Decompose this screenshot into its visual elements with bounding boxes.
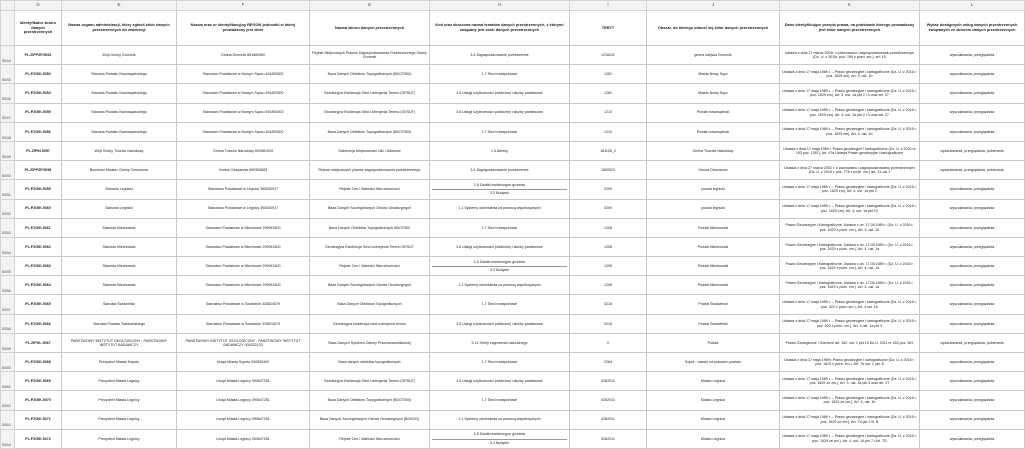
cell-organ[interactable]: Starosta Miechowski (62, 237, 177, 256)
cell-temat[interactable]: 3.4 Zagospodarowanie przestrzenne (430, 161, 570, 180)
cell-uslugi[interactable]: wyszukiwania, przeglądania (920, 180, 1025, 199)
table-row (1, 161, 1025, 180)
column-letter-i[interactable]: I (570, 1, 647, 11)
cell-organ[interactable]: Prezydent Miasta Legnicy (62, 391, 177, 410)
cell-temat[interactable]: 3.6 Usługi użyteczności publicznej i służby państwowe (430, 103, 570, 122)
column-letter-k[interactable]: K (780, 1, 920, 11)
cell-organ[interactable]: PAŃSTWOWY INSTYTUT GEOLOGICZNY - PAŃSTWOWY INSTYTUT BADAWCZY (62, 333, 177, 352)
cell-teryt[interactable]: 0262011 (570, 391, 647, 410)
cell-obszar[interactable]: Powiat Miechowski (647, 257, 780, 276)
cell-temat[interactable]: 1.1 Systemy odniesienia za pomocą współrzędnych (430, 410, 570, 429)
table-row (1, 84, 1025, 103)
header-obszar[interactable]: Obszar, do którego odnosi się zbiór danych przestrzennych (647, 11, 780, 46)
temat-primary: 1.6 Działki ewidencyjne gruntów (473, 183, 526, 187)
cell-uslugi[interactable]: wyszukiwania, przeglądania (920, 122, 1025, 141)
cell-przepis[interactable]: Ustawa z dnia 17 maja 1989r. Prawo geodezyjne i kartograficzne (Dz. U. z 2016 r. poz. 1629 z późn. zm.), Art. 76 ust. 1 pkt. 8 (780, 353, 920, 372)
cell-uslugi[interactable]: wyszukiwania, przeglądania (920, 295, 1025, 314)
cell-identyfikator[interactable]: PL.PZGIK.5066 (15, 314, 62, 333)
cell-identyfikator[interactable]: PL.PZGIK.5062 (15, 237, 62, 256)
cell-obszar[interactable]: Miasto Legnica (647, 410, 780, 429)
header-row (1, 11, 1025, 46)
cell-uslugi[interactable]: wyszukiwania, przeglądania (920, 46, 1025, 65)
cell-obszar[interactable]: Miasto Nowy Sącz (647, 65, 780, 84)
cell-organ[interactable]: Prezydent Miasta Legnicy (62, 429, 177, 448)
cell-nazwa-zbioru[interactable]: Baza Danych Obiektów Topograficznych (BDOT500) (310, 391, 430, 410)
cell-organ[interactable]: Prezydent Miasta Legnicy (62, 410, 177, 429)
cell-uslugi[interactable]: wyszukiwania, przeglądania (920, 410, 1025, 429)
cell-nazwa-zbioru[interactable]: Baza Danych Obiektów Topograficznych BDOT500 (310, 218, 430, 237)
cell-teryt[interactable]: 1208 (570, 257, 647, 276)
temat-secondary: 3.2 Budynki (432, 266, 567, 272)
cell-teryt[interactable]: 2264 (570, 353, 647, 372)
row-number[interactable]: 5558 (1, 314, 15, 333)
table-row (1, 429, 1025, 448)
cell-nazwa-zbioru[interactable]: Geodezyjna Ewidencja Sieci Uzbrojenia Terenu (GESUT) (310, 103, 430, 122)
cell-organ[interactable]: Starosta Legnicki (62, 199, 177, 218)
cell-przepis[interactable]: Ustawa z dnia 17 maja 1989 r. – Prawo geodezyjne i kartograficzne (Dz. U. z 2016 r. poz. 520 z późn. zm.), Art. 4 ust. 1b (780, 295, 920, 314)
cell-identyfikator[interactable]: PL.PZGIK.5059 (15, 180, 62, 199)
cell-temat[interactable]: 1.7 Sieci transportowe (430, 295, 570, 314)
cell-przepis[interactable]: Ustawa z dnia 17 maja 1989 r. – Prawo geodezyjne i kartograficzne (Dz. U. z 2016 r. poz. 1629 zm), Art. 4, ust. 1a pkt 2 i 3 oraz art. 27 (780, 103, 920, 122)
cell-przepis[interactable]: Ustawa z dnia 17 maja 1989 r. – Prawo geodezyjne i kartograficzne (Dz. U. z 2016 r. poz. 1629 zm), Art. 4, ust. 1a pkt 2 (780, 180, 920, 199)
cell-obszar[interactable]: Gmina Tuszów Narodowy (647, 141, 780, 160)
cell-identyfikator[interactable]: PL.PZGIK.5061 (15, 218, 62, 237)
cell-przepis[interactable]: Ustawa z dnia 17 maja 1989 r. – Prawo geodezyjne i kartograficzne (Dz. U. z 2016 r. poz. 1629 ze zm.), Art. 4, ust. 1a pkt 3 oraz art. 27 (780, 372, 920, 391)
row-number[interactable]: 5557 (1, 295, 15, 314)
cell-przepis[interactable]: Prawo Geodezyjne i Kartograficzne, Ustawa z dn. 17.05.1989 r. (Dz. U. z 2016 r. poz. 1629 z późn. zm.), Art. 4, ust. 1a (780, 257, 920, 276)
cell-przepis[interactable]: Prawo Geodezyjne i Kartograficzne, Ustawa z dn. 17.05.1989 r. (Dz. U. z 2016 r. poz. 1629 z późn. zm.), Art. 4, ust. 1a (780, 237, 920, 256)
cell-przepis[interactable]: Ustawa z dnia 27 marca 2003 r. o planowaniu i zagospodarowaniu przestrzennym (Dz. U. z 2016 r. poz. 778 z późn. zm.) art. 31 ust.1 (780, 161, 920, 180)
row-number[interactable]: 5552 (1, 199, 15, 218)
cell-obszar[interactable]: Powiat Miechowski (647, 218, 780, 237)
cell-identyfikator[interactable]: PL.PZGIK.5072 (15, 429, 62, 448)
cell-obszar[interactable]: Powiat Świdwiński (647, 295, 780, 314)
cell-nazwa-zbioru[interactable]: Ewidencja Miejscowości Ulic i Adresów (310, 141, 430, 160)
temat-primary: 1.6 Działki ewidencyjne gruntów (473, 432, 526, 437)
cell-organ[interactable]: Starosta Powiatu Nowosądeckiego (62, 103, 177, 122)
header-teryt[interactable]: TERYT (570, 11, 647, 46)
table-row (1, 180, 1025, 199)
cell-nazwa-zbioru[interactable]: Baza Danych Obiektów Topograficznych (310, 295, 430, 314)
cell-organ[interactable]: Wójt Gminy Gromnik (62, 46, 177, 65)
cell-jednostka[interactable]: Gmina Cieszanów 650900683 (177, 161, 310, 180)
cell-temat[interactable]: 3.4 Zagospodarowanie przestrzenne (430, 46, 570, 65)
cell-uslugi[interactable]: wyszukiwania, przeglądania (920, 276, 1025, 295)
header-nazwa-zbioru[interactable]: Nazwa zbioru danych przestrzennych (310, 11, 430, 46)
table-row (1, 257, 1025, 276)
cell-jednostka[interactable]: Urząd Miasta Legnicy 390647251 (177, 429, 310, 448)
column-letter-d[interactable]: D (15, 1, 62, 11)
cell-teryt[interactable]: 1262 (570, 84, 647, 103)
cell-teryt[interactable]: 0209 (570, 180, 647, 199)
cell-teryt[interactable]: 1210 (570, 103, 647, 122)
cell-nazwa-zbioru[interactable]: Baza Danych Obiektów Topograficznych (BDOT500) (310, 122, 430, 141)
cell-identyfikator[interactable]: PL.PZGIK.5070 (15, 391, 62, 410)
table-row (1, 122, 1025, 141)
row-number[interactable]: 5563 (1, 410, 15, 429)
cell-organ[interactable]: Starosta Miechowski (62, 257, 177, 276)
cell-temat[interactable]: 3.6 Usługi użyteczności publicznej i służby państwowe (430, 84, 570, 103)
row-number[interactable]: 5562 (1, 391, 15, 410)
cell-jednostka[interactable]: Starostwo Powiatowe w Miechowie 299943400 (177, 218, 310, 237)
header-temat[interactable]: Kod oraz skrócona nazwa tematów danych przestrzennych, z którymi związany jest zbiór danych przestrzennych (430, 11, 570, 46)
cell-jednostka[interactable]: Starostwo Powiatowe w Miechowie 299943400 (177, 257, 310, 276)
cell-obszar[interactable]: powiat legnicki (647, 199, 780, 218)
cell-nazwa-zbioru[interactable]: Geodezyjna Ewidencja Sieci Uzbrojenia Terenu GESUT (310, 237, 430, 256)
header-organ[interactable]: Nazwa organu administracji, który zgłosił zbiór danych przestrzennych do ewidencji (62, 11, 177, 46)
cell-jednostka[interactable]: Starostwo Powiatowe w Świdwinie 330824579 (177, 295, 310, 314)
cell-temat[interactable]: 3.6 Usługi użyteczności publicznej i służby państwowe (430, 372, 570, 391)
column-letter-g[interactable]: G (310, 1, 430, 11)
cell-uslugi[interactable]: wyszukiwania, przeglądania (920, 314, 1025, 333)
cell-przepis[interactable]: Ustawa z dnia 17 maja 1989 r. – Prawo geodezyjne i kartograficzne (Dz. U. z 2016 r. poz. 520 z późn. zm.), Art. 4 ust. 1a pkt 3 (780, 314, 920, 333)
cell-teryt[interactable]: 1216022 (570, 46, 647, 65)
cell-organ[interactable]: Starosta Legnicki (62, 180, 177, 199)
cell-identyfikator[interactable]: PL.ZIPPZP.5058 (15, 161, 62, 180)
cell-uslugi[interactable]: wyszukiwania, przeglądania, pobierania (920, 161, 1025, 180)
cell-obszar[interactable]: Powiat nowosądecki (647, 122, 780, 141)
cell-uslugi[interactable]: wyszukiwania, przeglądania, pobierania (920, 333, 1025, 352)
column-letter-h[interactable]: H (430, 1, 570, 11)
table-row (1, 65, 1025, 84)
cell-identyfikator[interactable]: PL.PZGIK.5054 (15, 84, 62, 103)
cell-identyfikator[interactable]: PL.PZGIK.5069 (15, 372, 62, 391)
cell-obszar[interactable]: Miasto Nowy Sącz (647, 84, 780, 103)
cell-obszar[interactable]: gmina wiejska Gromnik (647, 46, 780, 65)
row-number[interactable]: 5549 (1, 141, 15, 160)
temat-secondary: 3.2 Budynki (432, 439, 567, 445)
cell-obszar[interactable]: Polska (647, 333, 780, 352)
cell-obszar[interactable]: Powiat Miechowski (647, 276, 780, 295)
cell-jednostka[interactable]: Urząd Miasta Legnicy 390647251 (177, 410, 310, 429)
cell-identyfikator[interactable]: PL.PZGIK.5068 (15, 353, 62, 372)
cell-uslugi[interactable]: wyszukiwania, przeglądania (920, 65, 1025, 84)
column-letter-e[interactable]: E (62, 1, 177, 11)
cell-temat[interactable]: 1.7 Sieci transportowe (430, 218, 570, 237)
row-number[interactable]: 5553 (1, 218, 15, 237)
table-row (1, 372, 1025, 391)
cell-teryt[interactable]: 181108_2 (570, 141, 647, 160)
cell-jednostka[interactable]: Starostwo Powiatowe w Miechowie 299943400 (177, 276, 310, 295)
cell-identyfikator[interactable]: PL.PZGIK.5053 (15, 65, 62, 84)
row-number[interactable]: 5554 (1, 237, 15, 256)
row-number[interactable]: 5555 (1, 257, 15, 276)
cell-temat[interactable]: 3.6 Usługi użyteczności publicznej i służby państwowe (430, 237, 570, 256)
cell-obszar[interactable]: Powiat nowosądecki (647, 103, 780, 122)
row-number[interactable]: 5559 (1, 333, 15, 352)
cell-jednostka[interactable]: Starostwo Powiatowe w Legnicy 390630917 (177, 180, 310, 199)
cell-przepis[interactable]: Ustawa z dnia 17 maja 1989 r. – Prawo geodezyjne i kartograficzne (Dz. U. z 2016 r. poz. 1629 ze zm.), Art. 7d pkt 1 lit. B (780, 410, 920, 429)
cell-temat[interactable] (430, 429, 570, 448)
cell-jednostka[interactable]: Gmina Gromnik 851660960 (177, 46, 310, 65)
cell-jednostka[interactable]: Starostwo Powiatowe w Miechowie 299943400 (177, 237, 310, 256)
cell-jednostka[interactable]: Gmina Tuszów Narodowy 690581933 (177, 141, 310, 160)
corner-cell[interactable] (1, 1, 15, 11)
cell-uslugi[interactable]: wyszukiwania, przeglądania (920, 84, 1025, 103)
cell-obszar[interactable]: Miasto Legnica (647, 372, 780, 391)
cell-nazwa-zbioru[interactable]: Baza Danych Szczegółowych Osnów Geodezyjnych (BDSOG) (310, 410, 430, 429)
cell-jednostka[interactable]: Starostwo Powiatowe w Nowym Sączu 491893300 (177, 84, 310, 103)
cell-przepis[interactable]: Prawo Geodezyjne i Kartograficzne, Ustawa z dn. 17.05.1989 r. (Dz. U. z 2016 r. poz. 1629 z późn. zm.), Art. 4, ust. 1b (780, 218, 920, 237)
cell-temat[interactable]: 1.7 Sieci transportowe (430, 353, 570, 372)
cell-przepis[interactable]: Ustawa z dnia 17 maja 1989 r. Prawo geodezyjne i kartograficzne (Dz. U. z 2010 nr 193 poz. 1287), Art. 47a Ustawa Prawo geodezyjne i kartograficzne (780, 141, 920, 160)
cell-obszar[interactable]: Powiat Miechowski (647, 237, 780, 256)
cell-temat[interactable]: 1.7 Sieci transportowe (430, 122, 570, 141)
temat-secondary: 3.2 Budynki (432, 189, 567, 195)
cell-przepis[interactable]: Prawo Geologiczne i Górnicze art. 162, ust. 1 pkt 10 Dz.U. 2011 nr 163 poz. 981 (780, 333, 920, 352)
cell-teryt[interactable]: 1262 (570, 65, 647, 84)
cell-uslugi[interactable]: wyszukiwania, przeglądania (920, 391, 1025, 410)
cell-temat[interactable]: 3.12 Strefy zagrożenia naturalnego (430, 333, 570, 352)
cell-przepis[interactable]: Ustawa z dnia 17 maja 1989 r. – Prawo geodezyjne i kartograficzne (Dz. U. z 2016 r. poz. 1629 zm), Art. 4, ust. 1b (780, 65, 920, 84)
cell-teryt[interactable]: 1208 (570, 237, 647, 256)
cell-temat[interactable]: 1.5 Adresy (430, 141, 570, 160)
cell-obszar[interactable]: powiat legnicki (647, 180, 780, 199)
cell-uslugi[interactable]: wyszukiwania, przeglądania (920, 199, 1025, 218)
cell-jednostka[interactable]: Starostwo Powiatowe w Nowym Sączu 491893300 (177, 65, 310, 84)
cell-uslugi[interactable]: wyszukiwania, przeglądania (920, 429, 1025, 448)
cell-przepis[interactable]: Ustawa z dnia 17 maja 1989 r. – Prawo geodezyjne i kartograficzne (Dz. U. z 2016 r. poz. 1629 zm), Art. 4, ust. 1b (780, 122, 920, 141)
column-letter-j[interactable]: J (647, 1, 780, 11)
cell-teryt[interactable]: 0 (570, 333, 647, 352)
table-row (1, 237, 1025, 256)
temat-primary: 1.6 Działki ewidencyjne gruntów (473, 259, 526, 264)
cell-uslugi[interactable]: wyszukiwania, przeglądania, pobierania (920, 141, 1025, 160)
cell-organ[interactable]: Burmistrz Miasta i Gminy Cieszanów (62, 161, 177, 180)
cell-temat[interactable] (430, 257, 570, 276)
cell-identyfikator[interactable]: PL.ZIPPZP.5052 (15, 46, 62, 65)
row-number[interactable]: 5548 (1, 122, 15, 141)
table-row (1, 218, 1025, 237)
cell-jednostka[interactable]: Starostwo Powiatowe w Nowym Sączu 491893300 (177, 103, 310, 122)
cell-teryt[interactable]: 1208 (570, 276, 647, 295)
table-row (1, 314, 1025, 333)
cell-jednostka[interactable]: Starostwo Powiatowe w Nowym Sączu 491893300 (177, 122, 310, 141)
cell-uslugi[interactable]: wyszukiwania, przeglądania (920, 103, 1025, 122)
cell-organ[interactable]: Starosta Powiatu Nowosądeckiego (62, 65, 177, 84)
table-row (1, 353, 1025, 372)
table-row (1, 103, 1025, 122)
cell-nazwa-zbioru[interactable]: Geodezyjna Ewidencja Sieci Uzbrojenia Terenu (GESUT) (310, 84, 430, 103)
column-letters-row (1, 1, 1025, 11)
cell-obszar[interactable]: Gmina Cieszanów (647, 161, 780, 180)
cell-nazwa-zbioru[interactable]: Rejestr Cen i Wartości Nieruchomości (310, 257, 430, 276)
row-number[interactable]: 5551 (1, 180, 15, 199)
cell-przepis[interactable]: Ustawa z dnia 27 marca 2003r. o planowaniu i zagospodarowaniu przestrzennym (Dz. U. z 2015r. poz. 199 z późn. zm.), art. 15 (780, 46, 920, 65)
cell-jednostka[interactable]: Urząd Miasta Legnicy 390647251 (177, 391, 310, 410)
cell-przepis[interactable]: Ustawa z dnia 17 maja 1989 r. – Prawo geodezyjne i kartograficzne (Dz. U. z 2016 r. poz. 1629 zm), Art. 4, ust. 1a pkt 2 i 3 oraz art. 27 (780, 84, 920, 103)
table-row (1, 276, 1025, 295)
table-row (1, 295, 1025, 314)
header-row-number[interactable] (1, 11, 15, 46)
cell-identyfikator[interactable]: PL.ZIPGL.5067 (15, 333, 62, 352)
header-jednostka[interactable]: Nazwa oraz nr identyfikacyjny REGON jednostki w której prowadzony jest zbiór (177, 11, 310, 46)
cell-identyfikator[interactable]: PL.ZIPIN.5057 (15, 141, 62, 160)
cell-temat[interactable]: 1.7 Sieci transportowe (430, 391, 570, 410)
cell-jednostka[interactable]: Urząd Miasta Legnicy 390647251 (177, 372, 310, 391)
cell-przepis[interactable]: Ustawa z dnia 17 maja 1989 r. – Prawo geodezyjne i kartograficzne (Dz. U. z 2016 r. poz. 1629 ze zm.), Art. 4, ust. 1b (780, 391, 920, 410)
cell-organ[interactable]: Starosta Powiatu Nowosądeckiego (62, 122, 177, 141)
table-row (1, 391, 1025, 410)
cell-nazwa-zbioru[interactable]: Rejestr Cen i Wartości Nieruchomości (310, 180, 430, 199)
cell-nazwa-zbioru[interactable]: Baza Danych Systemu Osłony Przeciwosuwiskowej (310, 333, 430, 352)
table-row (1, 46, 1025, 65)
row-number[interactable]: 5561 (1, 372, 15, 391)
row-number[interactable]: 5545 (1, 65, 15, 84)
cell-nazwa-zbioru[interactable]: Geodezyjna Ewidencja Sieci Uzbrojenia Terenu (GESUT) (310, 372, 430, 391)
cell-organ[interactable]: Starosta Miechowski (62, 218, 177, 237)
cell-temat[interactable]: 3.6 Usługi użyteczności publicznej i służby państwowe (430, 314, 570, 333)
cell-teryt[interactable]: 1809023 (570, 161, 647, 180)
cell-identyfikator[interactable]: PL.PZGIK.5065 (15, 295, 62, 314)
row-number[interactable]: 5547 (1, 103, 15, 122)
cell-nazwa-zbioru[interactable]: Rejestr Miejscowych Planów Zagospodarowania Przestrzennego Gminy Gromnik (310, 46, 430, 65)
cell-jednostka[interactable]: PAŃSTWOWY INSTYTUT GEOLOGICZNY - PAŃSTWOWY INSTYTUT BADAWCZY 000332133 (177, 333, 310, 352)
table-row (1, 333, 1025, 352)
cell-uslugi[interactable]: wyszukiwania, przeglądania (920, 237, 1025, 256)
cell-teryt[interactable]: 0262011 (570, 429, 647, 448)
row-number[interactable]: 5556 (1, 276, 15, 295)
cell-identyfikator[interactable]: PL.PZGIK.5060 (15, 199, 62, 218)
cell-przepis[interactable]: Ustawa z dnia 17 maja 1989 r. – Prawo geodezyjne i kartograficzne (Dz. U. z 2016 r. poz. 1629 ze zm.), Art. 4, ust. 1A pkt 7 i Art. 7D (780, 429, 920, 448)
cell-nazwa-zbioru[interactable]: Baza Danych Szczegółowych Osnów Geodezyjnych (310, 276, 430, 295)
cell-teryt[interactable]: 0209 (570, 199, 647, 218)
cell-identyfikator[interactable]: PL.PZGIK.5071 (15, 410, 62, 429)
row-number[interactable]: 5546 (1, 84, 15, 103)
column-letter-l[interactable]: L (920, 1, 1025, 11)
cell-nazwa-zbioru[interactable]: Baza danych obiektów topograficznych (310, 353, 430, 372)
cell-uslugi[interactable]: wyszukiwania, przeglądania (920, 218, 1025, 237)
table-row (1, 199, 1025, 218)
cell-teryt[interactable]: 3216 (570, 314, 647, 333)
table-row (1, 410, 1025, 429)
row-number[interactable]: 5544 (1, 46, 15, 65)
cell-teryt[interactable]: 3216 (570, 295, 647, 314)
cell-nazwa-zbioru[interactable]: Rejestr miejscowych planów zagospodarowania przestrzennego (310, 161, 430, 180)
cell-obszar[interactable]: Powiat Świdwiński (647, 314, 780, 333)
table-row (1, 141, 1025, 160)
cell-nazwa-zbioru[interactable]: Baza Danych Szczegółowych Osnów Geodezyjnych (310, 199, 430, 218)
column-letter-f[interactable]: F (177, 1, 310, 11)
cell-uslugi[interactable]: wyszukiwania, przeglądania (920, 257, 1025, 276)
cell-organ[interactable]: Prezydent Miasta Legnicy (62, 372, 177, 391)
cell-teryt[interactable]: 1210 (570, 122, 647, 141)
cell-teryt[interactable]: 0262011 (570, 372, 647, 391)
cell-jednostka[interactable]: Starostwo Powiatowe w Legnicy 390630917 (177, 199, 310, 218)
row-number[interactable]: 5560 (1, 353, 15, 372)
cell-teryt[interactable]: 1208 (570, 218, 647, 237)
cell-organ[interactable]: Starosta Świdwiński (62, 295, 177, 314)
cell-organ[interactable]: Prezydent Miasta Sopotu (62, 353, 177, 372)
cell-obszar[interactable]: Sopot - miasto na prawach powiatu (647, 353, 780, 372)
row-number[interactable]: 5564 (1, 429, 15, 448)
cell-temat[interactable]: 1.1 Systemy odniesienia za pomocą współrzędnych (430, 199, 570, 218)
cell-przepis[interactable]: Ustawa z dnia 17 maja 1989 r. – Prawo geodezyjne i kartograficzne (Dz. U. z 2016 r. poz. 1629 zm), Art. 4, ust. 1a pkt 10 (780, 199, 920, 218)
cell-temat[interactable]: 1.1 Systemy odniesienia za pomocą współrzędnych (430, 276, 570, 295)
cell-identyfikator[interactable]: PL.PZGIK.5056 (15, 122, 62, 141)
header-przepis[interactable]: Dane identyfikujące przepis prawa, na podstawie którego prowadzony jest zbiór danych przestrzennych (780, 11, 920, 46)
cell-obszar[interactable]: Miasto Legnica (647, 391, 780, 410)
header-identyfikator[interactable]: Identyfikator zbioru danych przestrzennych (15, 11, 62, 46)
header-uslugi[interactable]: Wykaz dostępnych usług danych przestrzennych związanych ze zbiorem danych przestrzennych (920, 11, 1025, 46)
cell-organ[interactable]: Starosta Powiatu Świdwińskiego (62, 314, 177, 333)
cell-jednostka[interactable]: Urząd Miasta Sopotu 000595400 (177, 353, 310, 372)
cell-organ[interactable]: Starosta Powiatu Nowosądeckiego (62, 84, 177, 103)
cell-identyfikator[interactable]: PL.PZGIK.5063 (15, 257, 62, 276)
cell-obszar[interactable]: Miasto Legnica (647, 429, 780, 448)
cell-identyfikator[interactable]: PL.PZGIK.5055 (15, 103, 62, 122)
cell-nazwa-zbioru[interactable]: Baza Danych Obiektów Topograficznych (BDOT500) (310, 65, 430, 84)
cell-organ[interactable]: Starosta Miechowski (62, 276, 177, 295)
cell-nazwa-zbioru[interactable]: Rejestr Cen i Wartości Nieruchomości (310, 429, 430, 448)
cell-uslugi[interactable]: wyszukiwania, przeglądania (920, 353, 1025, 372)
cell-przepis[interactable]: Prawo Geodezyjne i Kartograficzne, Ustawa z dn. 17.05.1989 r. (Dz. U. z 2016 r. poz. 1629 z późn. zm.), Art. 4, ust. 1a (780, 276, 920, 295)
cell-uslugi[interactable]: wyszukiwania, przeglądania (920, 372, 1025, 391)
cell-teryt[interactable]: 0262011 (570, 410, 647, 429)
cell-organ[interactable]: Wójt Gminy Tuszów Narodowy (62, 141, 177, 160)
cell-temat[interactable]: 1.7 Sieci transportowe (430, 65, 570, 84)
row-number[interactable]: 5550 (1, 161, 15, 180)
cell-temat[interactable] (430, 180, 570, 199)
cell-identyfikator[interactable]: PL.PZGIK.5064 (15, 276, 62, 295)
cell-nazwa-zbioru[interactable]: Geodezyjna ewidencja sieci uzbrojenia terenu (310, 314, 430, 333)
cell-jednostka[interactable]: Starostwo Powiatowe w Świdwinie 330824579 (177, 314, 310, 333)
